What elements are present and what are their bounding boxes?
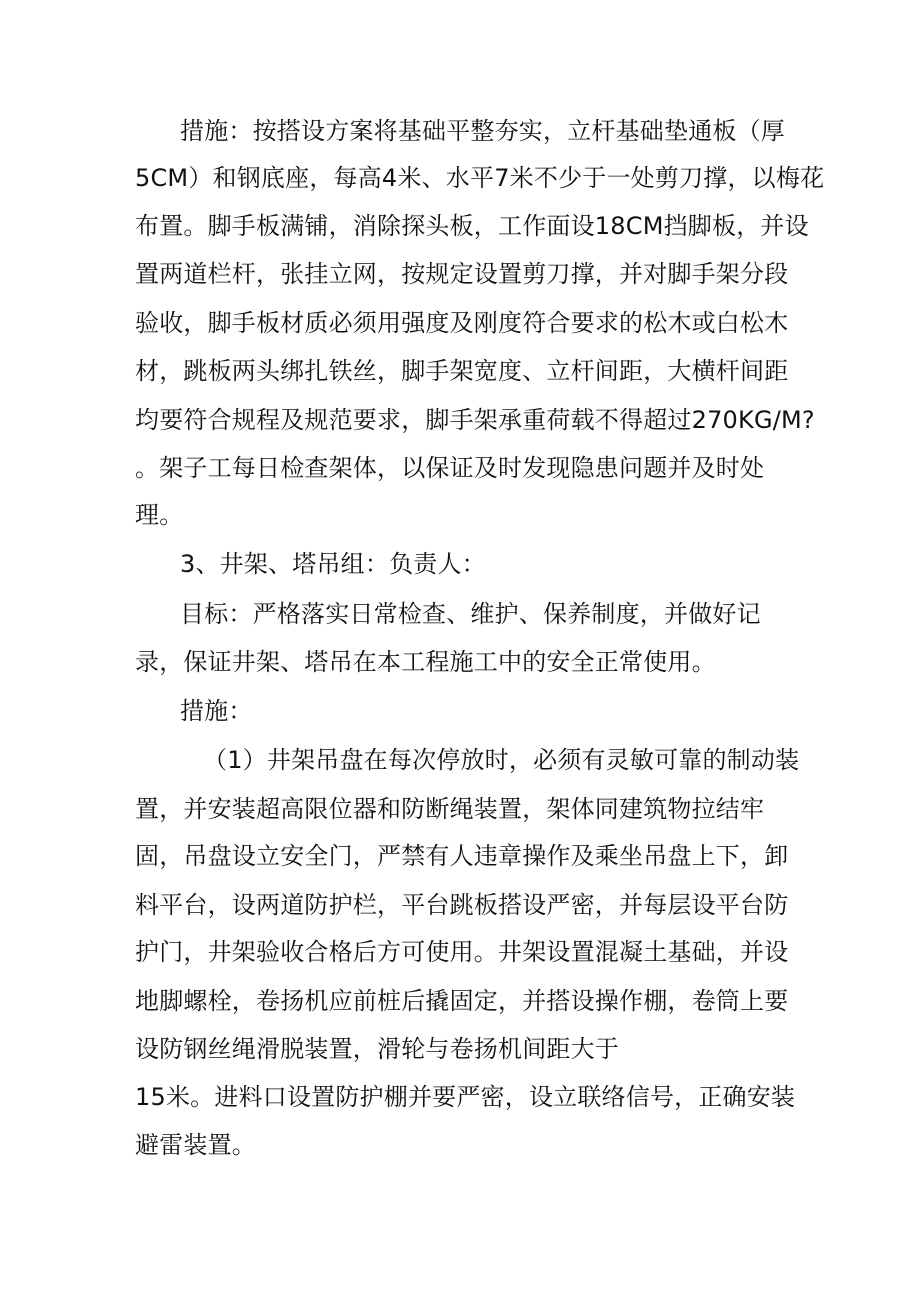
section-heading-3: 3、井架、塔吊组：负责人： <box>180 550 486 578</box>
text-line-12: 录，保证井架、塔吊在本工程施工中的安全正常使用。 <box>135 648 716 676</box>
text-line-18: 护门，井架验收合格后方可使用。井架设置混凝土基础，并设 <box>135 938 789 966</box>
text-line-13: 措施： <box>180 697 253 725</box>
text-line-1: 措施：按搭设方案将基础平整夯实，立杆基础垫通板（厚 <box>180 117 785 145</box>
text-line-14: （1）井架吊盘在每次停放时，必须有灵敏可靠的制动装 <box>203 746 800 774</box>
text-line-7: 均要符合规程及规范要求，脚手架承重荷载不得超过270KG/M? <box>135 406 815 434</box>
text-line-17: 料平台，设两道防护栏，平台跳板搭设严密，并每层设平台防 <box>135 891 789 919</box>
text-line-11: 目标：严格落实日常检查、维护、保养制度，并做好记 <box>180 600 761 628</box>
text-line-6: 材，跳板两头绑扎铁丝，脚手架宽度、立杆间距，大横杆间距 <box>135 357 789 385</box>
text-line-2: 5CM）和钢底座，每高4米、水平7米不少于一处剪刀撑，以梅花 <box>135 164 825 192</box>
text-line-9: 理。 <box>135 501 184 529</box>
text-line-21: 15米。进料口设置防护棚并要严密，设立联络信号，正确安装 <box>135 1083 796 1111</box>
text-line-16: 固，吊盘设立安全门，严禁有人违章操作及乘坐吊盘上下，卸 <box>135 842 789 870</box>
text-line-8: 。架子工每日检查架体，以保证及时发现隐患问题并及时处 <box>135 454 765 482</box>
text-line-3: 布置。脚手板满铺，消除探头板，工作面设18CM挡脚板，并设 <box>135 212 809 240</box>
text-line-15: 置，并安装超高限位器和防断绳装置，架体同建筑物拉结牢 <box>135 795 765 823</box>
text-line-22: 避雷装置。 <box>135 1131 256 1159</box>
text-line-19: 地脚螺栓，卷扬机应前桩后撬固定，并搭设操作棚，卷筒上要 <box>135 987 789 1015</box>
text-line-20: 设防钢丝绳滑脱装置，滑轮与卷扬机间距大于 <box>135 1035 619 1063</box>
text-line-4: 置两道栏杆，张挂立网，按规定设置剪刀撑，并对脚手架分段 <box>135 260 789 288</box>
text-line-5: 验收，脚手板材质必须用强度及刚度符合要求的松木或白松木 <box>135 309 789 337</box>
